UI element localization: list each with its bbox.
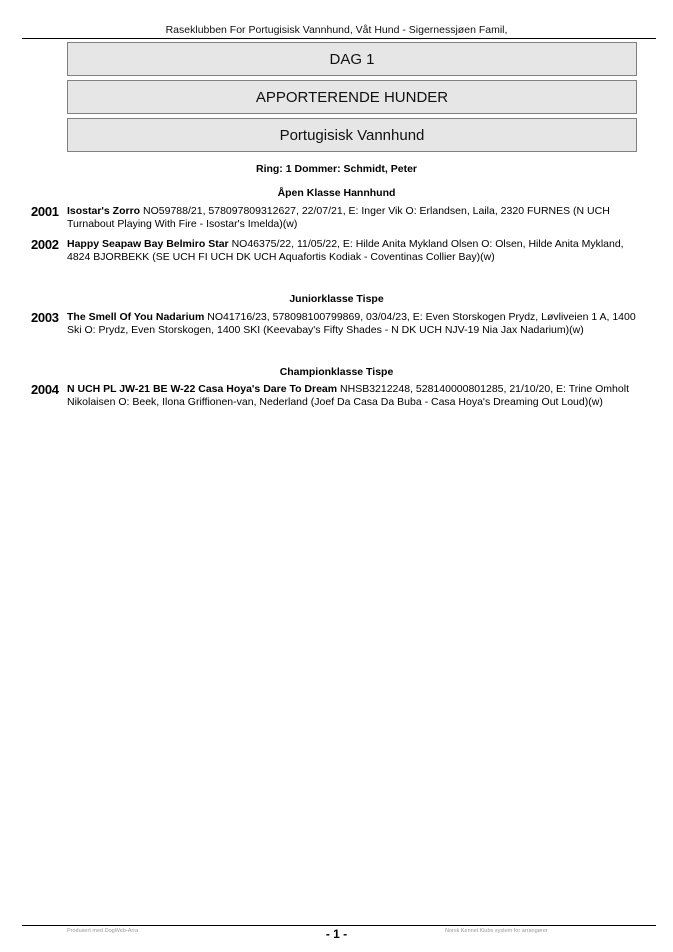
- entry-text: [67, 311, 637, 337]
- footer-system: Norsk Kennel Klubs system for arrangører: [445, 928, 548, 934]
- page-header-title: Raseklubben For Portugisisk Vannhund, Våt Hund - Sigernessjøen Famil,: [165, 24, 508, 36]
- group-banner: APPORTERENDE HUNDER: [67, 80, 637, 114]
- dog-name: Happy Seapaw Bay Belmiro Star: [67, 238, 229, 250]
- entry-text: [67, 238, 637, 264]
- entry-text: [67, 383, 637, 409]
- catalog-number: 2002: [31, 237, 59, 252]
- footer-divider: [22, 925, 656, 926]
- dog-details: NO46375/22, 11/05/22, E: Hilde Anita Mykland Olsen O: Olsen, Hilde Anita Mykland, 4824 BJORBEKK (SE UCH FI UCH DK UCH Aquafortis Kodiak - Coventinas Collier Bay)(w): [67, 238, 624, 263]
- class-heading-junior-female: Juniorklasse Tispe: [289, 293, 384, 305]
- page-number: - 1 -: [325, 927, 348, 941]
- class-heading-open-male: Åpen Klasse Hannhund: [277, 187, 396, 199]
- dog-name: The Smell Of You Nadarium: [67, 311, 205, 323]
- dog-name: N UCH PL JW-21 BE W-22 Casa Hoya's Dare To Dream: [67, 383, 338, 395]
- day-banner: DAG 1: [67, 42, 637, 76]
- catalog-number: 2001: [31, 204, 59, 219]
- header-divider: [22, 38, 656, 39]
- ring-judge-line: Ring: 1 Dommer: Schmidt, Peter: [255, 163, 418, 175]
- entry-text: [67, 205, 637, 231]
- catalog-number: 2004: [31, 382, 59, 397]
- dog-details: NO41716/23, 578098100799869, 03/04/23, E: Even Storskogen Prydz, Løvliveien 1 A, 1400 Ski O: Prydz, Even Storskogen, 1400 SKI (Keevabay's Fifty Shades - N DK UCH NJV-19 Nia Jax Nadarium)(w): [67, 311, 636, 336]
- dog-details: NO59788/21, 578097809312627, 22/07/21, E: Inger Vik O: Erlandsen, Laila, 2320 FURNES (N UCH Turnabout Playing With Fire - Isostar's Imelda)(w): [67, 205, 610, 230]
- class-heading-champion-female: Championklasse Tispe: [279, 366, 394, 378]
- footer-producer: Produsert med DogWeb-Arra: [67, 928, 139, 934]
- catalog-number: 2003: [31, 310, 59, 325]
- breed-banner: Portugisisk Vannhund: [67, 118, 637, 152]
- dog-name: Isostar's Zorro: [67, 205, 141, 217]
- dog-details: NHSB3212248, 528140000801285, 21/10/20, E: Trine Omholt Nikolaisen O: Beek, Ilona Griffionen-van, Nederland (Joef Da Casa Da Buba - Casa Hoya's Dreaming Out Loud)(w): [67, 383, 629, 408]
